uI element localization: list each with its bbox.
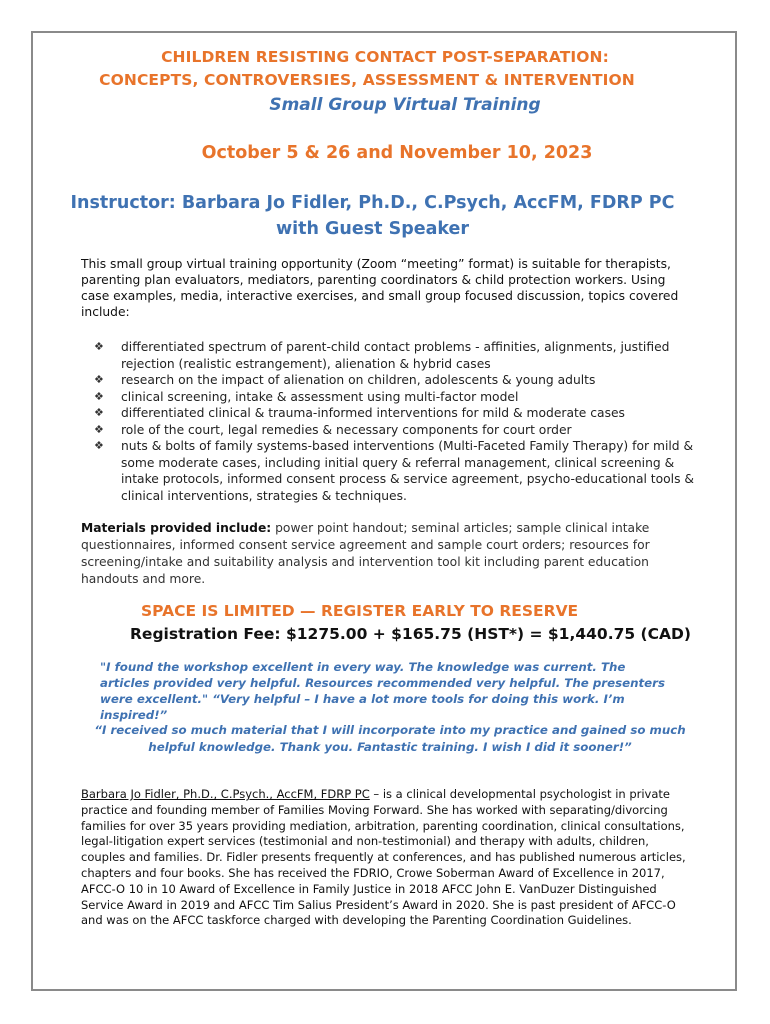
four-diamond-bullet-icon: ❖	[94, 340, 104, 353]
training-dates: October 5 & 26 and November 10, 2023	[201, 143, 593, 163]
list-item	[94, 422, 694, 439]
materials-lead: Materials provided include:	[81, 521, 272, 535]
testimonial-2: “I received so much material that I will incorporate into my practice and gained so much helpful knowledge. Thank you. Fantastic training. I wish I did it sooner!”	[94, 723, 686, 754]
title-line-2: CONCEPTS, CONTROVERSIES, ASSESSMENT & INTERVENTION	[99, 71, 635, 89]
four-diamond-bullet-icon: ❖	[94, 373, 104, 386]
topic-text: nuts & bolts of family systems-based interventions (Multi-Faceted Family Therapy) for mild & some moderate cases, including initial query & referral management, clinical screening & intake protocols, informed consent process & service agreement, psycho-educational tools & clinical interventions, strategies & techniques.	[121, 439, 694, 503]
list-item	[94, 389, 694, 406]
topic-text: role of the court, legal remedies & necessary components for court order	[121, 422, 572, 437]
four-diamond-bullet-icon: ❖	[94, 406, 104, 419]
materials-paragraph	[81, 520, 686, 588]
instructor-bio	[81, 787, 691, 929]
topic-text: research on the impact of alienation on children, adolescents & young adults	[121, 373, 596, 387]
instructor-block	[0, 190, 745, 242]
materials-text: power point handout; seminal articles; sample clinical intake questionnaires, informed consent service agreement and sample court orders; resources for screening/intake and suitability analysis and intervention tool kit including parent education handouts and more.	[81, 521, 650, 586]
intro-paragraph: This small group virtual training opportunity (Zoom “meeting” format) is suitable for therapists, parenting plan evaluators, mediators, parenting coordinators & child protection workers. Using case examples, media, interactive exercises, and small group focused discussion, topics covered include:	[81, 257, 679, 319]
instructor-line-1: Instructor: Barbara Jo Fidler, Ph.D., C.Psych, AccFM, FDRP PC	[70, 193, 675, 213]
instructor-line-2: with Guest Speaker	[275, 219, 470, 239]
topics-list	[94, 339, 694, 504]
topic-text: differentiated clinical & trauma-informed interventions for mild & moderate cases	[121, 406, 625, 420]
subtitle: Small Group Virtual Training	[269, 95, 541, 115]
bio-text: – is a clinical developmental psychologist in private practice and founding member of Families Moving Forward. She has worked with separating/divorcing families for over 35 years providing mediation, arbitration, parenting coordination, clinical consultations, legal-litigation expert services (testimonial and non-testimonial) and therapy with adults, children, couples and families. Dr. Fidler presents frequently at conferences, and has published numerous articles, chapters and four books. She has received the FDRIO, Crowe Soberman Award of Excellence in 2017, AFCC-O 10 in 10 Award of Excellence in Family Justice in 2018 AFCC John E. VanDuzer Distinguished Service Award in 2019 and AFCC Tim Salius President’s Award in 2020. She is past president of AFCC-O and was on the AFCC taskforce charged with developing the Parenting Coordination Guidelines.	[81, 787, 686, 928]
four-diamond-bullet-icon: ❖	[94, 389, 104, 403]
list-item	[94, 405, 694, 422]
topic-text: differentiated spectrum of parent-child contact problems - affinities, alignments, justified rejection (realistic estrangement), alienation & hybrid cases	[121, 340, 670, 371]
title-line-1: CHILDREN RESISTING CONTACT POST-SEPARATION:	[161, 48, 609, 66]
four-diamond-bullet-icon: ❖	[94, 422, 104, 436]
four-diamond-bullet-icon: ❖	[94, 439, 104, 452]
testimonial-1: "I found the workshop excellent in every way. The knowledge was current. The articles provided very helpful. Resources recommended very helpful. The presenters were excellent." “Very helpful – I have a lot more tools for doing this work. I’m inspired!”	[100, 660, 666, 722]
list-item	[94, 372, 694, 389]
topic-text: clinical screening, intake & assessment using multi-factor model	[121, 389, 519, 404]
space-limited-notice: SPACE IS LIMITED — REGISTER EARLY TO RESERVE	[141, 602, 579, 620]
list-item	[94, 438, 694, 504]
registration-fee: Registration Fee: $1275.00 + $165.75 (HST*) = $1,440.75 (CAD)	[130, 625, 691, 643]
list-item	[94, 339, 694, 372]
bio-name: Barbara Jo Fidler, Ph.D., C.Psych., AccFM, FDRP PC	[81, 787, 370, 801]
